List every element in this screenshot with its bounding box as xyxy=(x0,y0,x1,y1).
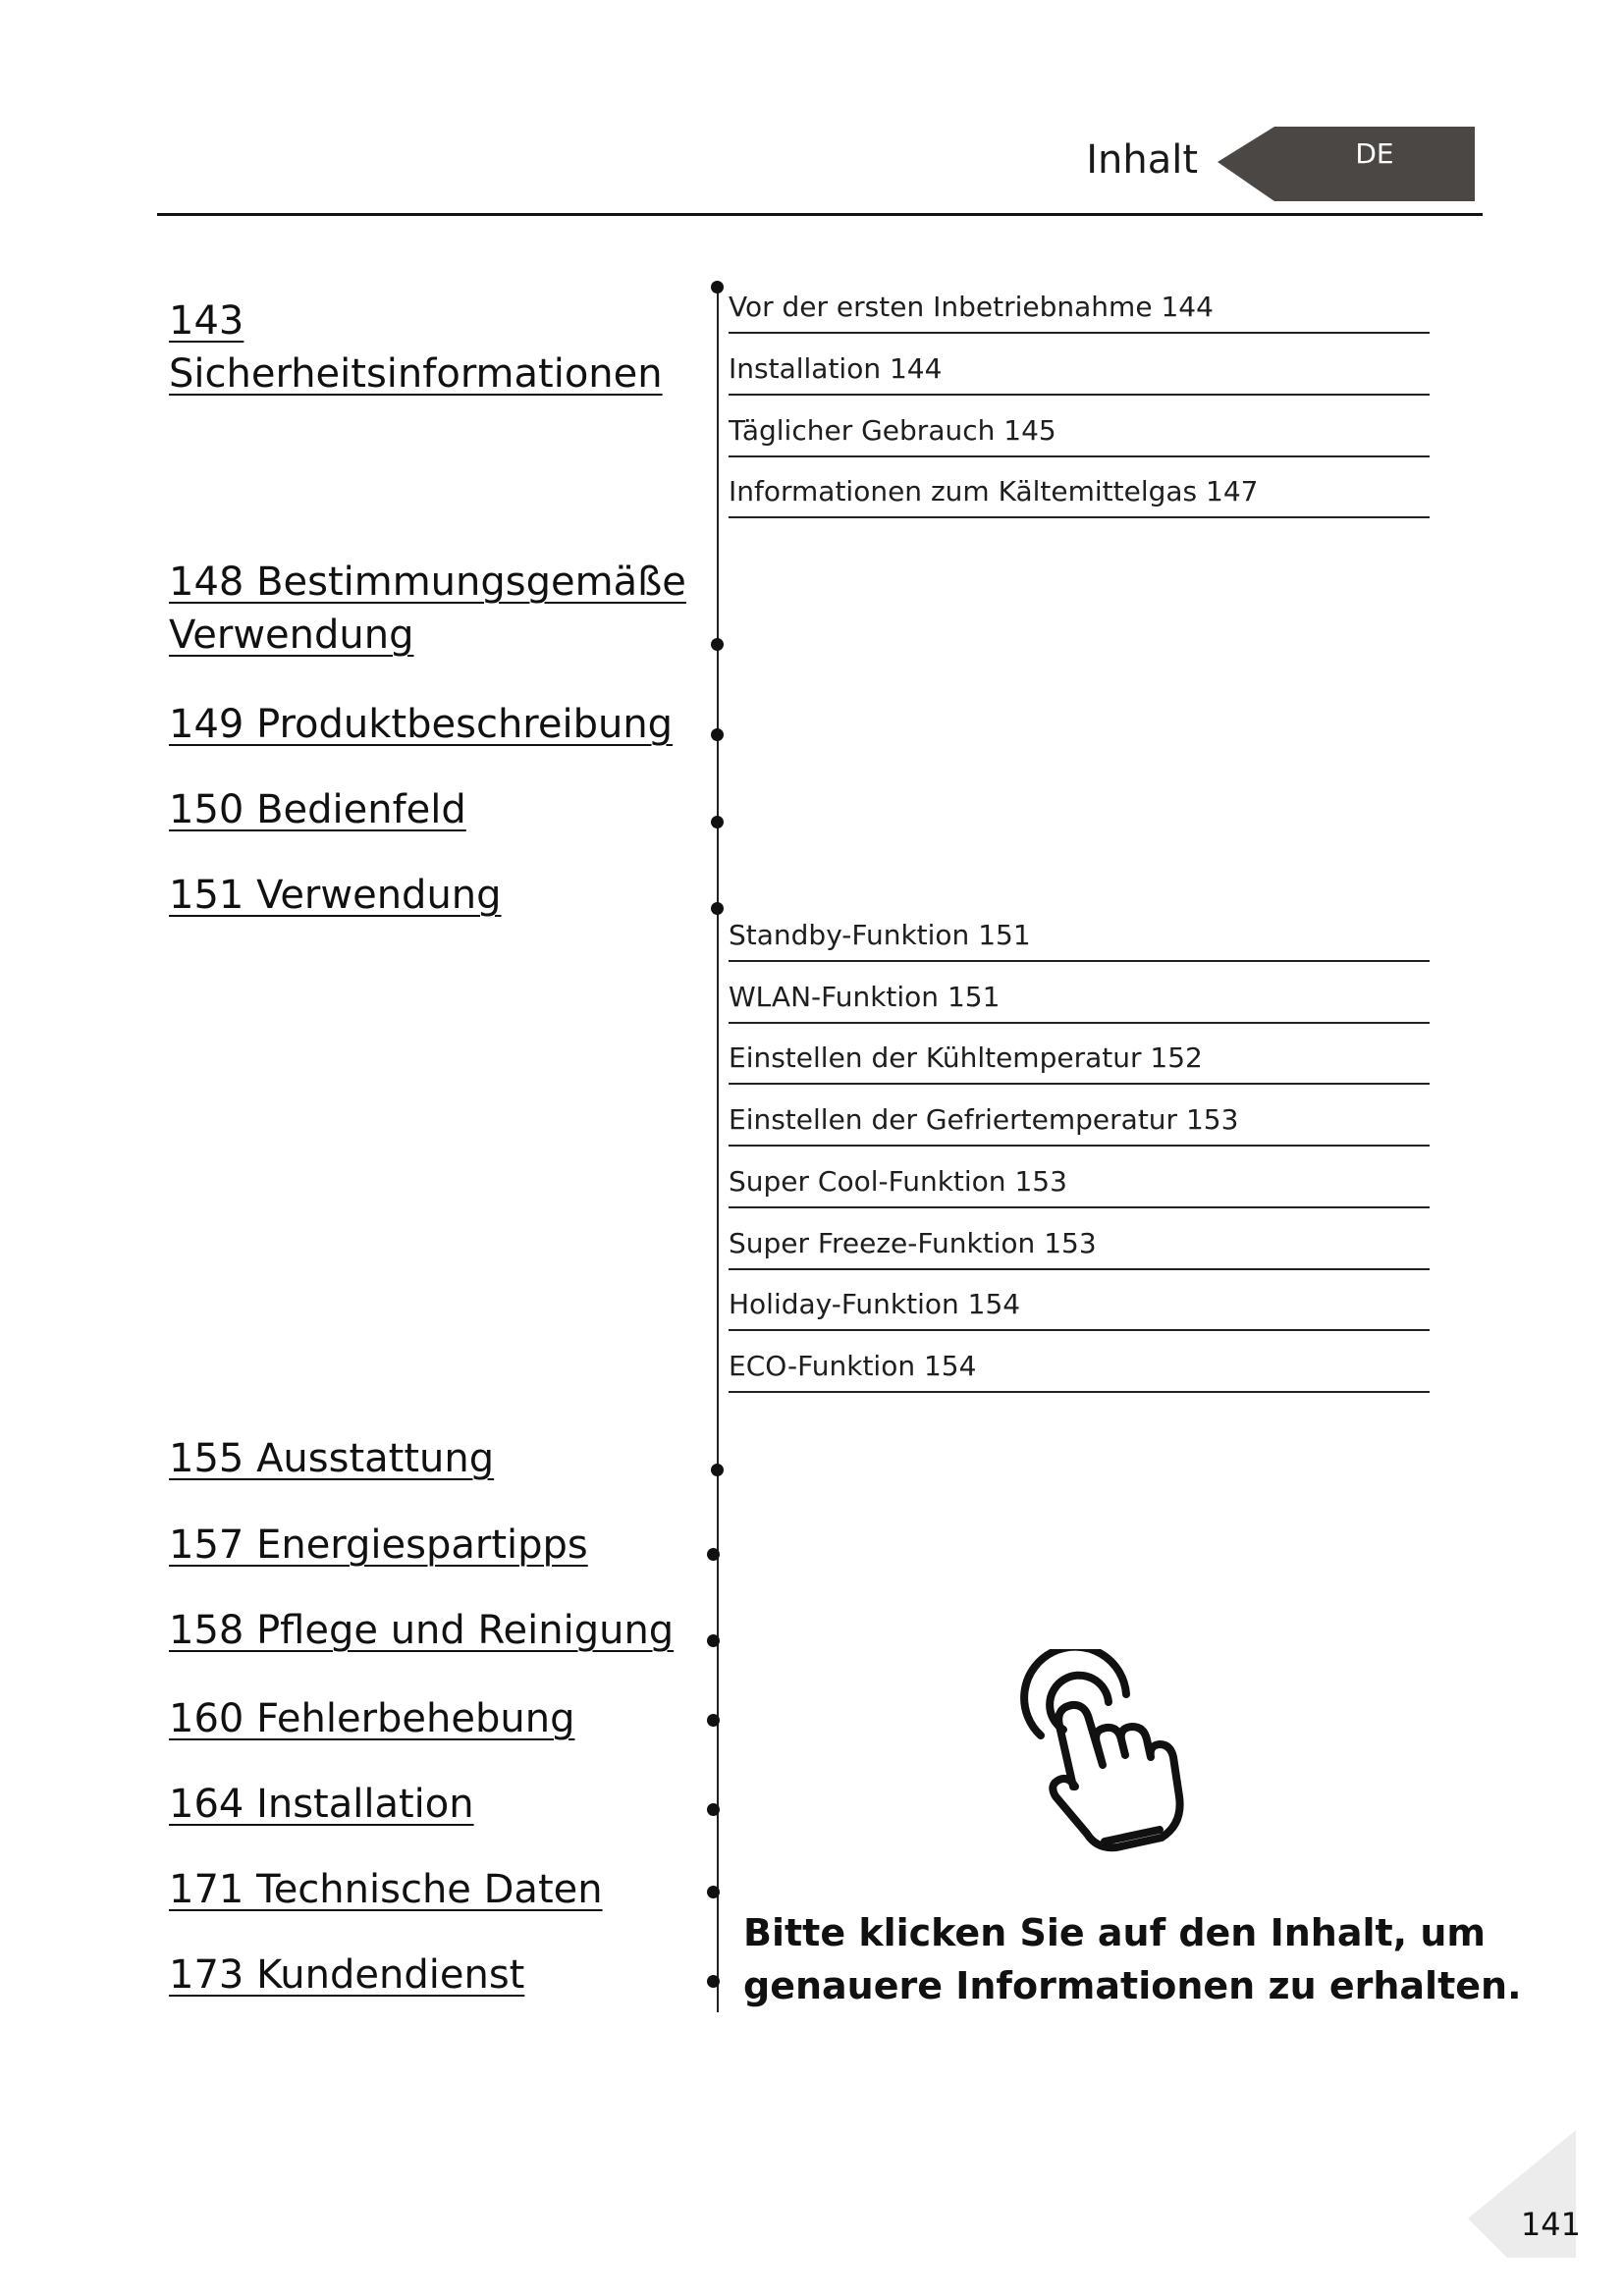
subsection-link[interactable]: Super Cool-Funktion 153 xyxy=(729,1159,1430,1208)
chapter-link-equipment[interactable]: 155 Ausstattung xyxy=(169,1436,495,1481)
chapter-link-safety[interactable]: 143 Sicherheitsinformationen xyxy=(169,298,663,397)
subsection-link[interactable]: Installation 144 xyxy=(729,347,1430,396)
chapter-link-installation[interactable]: 164 Installation xyxy=(169,1782,474,1827)
chapter-link-care-cleaning[interactable]: 158 Pflege und Reinigung xyxy=(169,1608,675,1653)
chapter-link-product-description[interactable]: 149 Produktbeschreibung xyxy=(169,702,674,747)
subsection-link[interactable]: Einstellen der Kühltemperatur 152 xyxy=(729,1036,1430,1085)
timeline-dot xyxy=(711,281,724,294)
subsection-link[interactable]: Informationen zum Kältemittelgas 147 xyxy=(729,469,1430,518)
language-tab xyxy=(1218,125,1478,203)
chapter-link-technical-data[interactable]: 171 Technische Daten xyxy=(169,1867,603,1912)
page-number: 141 xyxy=(1520,2206,1581,2243)
chapter-link-intended-use[interactable]: 148 Bestimmungsgemäße Verwendung xyxy=(169,560,686,658)
language-tab-label: DE xyxy=(1355,137,1394,170)
header-divider xyxy=(157,213,1483,216)
timeline-line xyxy=(717,285,719,2012)
tap-hand-icon xyxy=(1006,1649,1203,1855)
subsection-link[interactable]: Einstellen der Gefriertemperatur 153 xyxy=(729,1097,1430,1147)
chapter-link-control-panel[interactable]: 150 Bedienfeld xyxy=(169,787,466,832)
subsection-link[interactable]: WLAN-Funktion 151 xyxy=(729,975,1430,1024)
subsection-link[interactable]: Super Freeze-Funktion 153 xyxy=(729,1221,1430,1270)
subsection-link[interactable]: Täglicher Gebrauch 145 xyxy=(729,408,1430,457)
page-title: Inhalt xyxy=(1086,137,1198,183)
subsection-link[interactable]: Standby-Funktion 151 xyxy=(729,913,1430,962)
chapter-link-troubleshooting[interactable]: 160 Fehlerbehebung xyxy=(169,1696,575,1741)
subsection-link[interactable]: ECO-Funktion 154 xyxy=(729,1344,1430,1393)
chapter-link-customer-service[interactable]: 173 Kundendienst xyxy=(169,1952,525,1998)
chapter-link-energy-tips[interactable]: 157 Energiespartipps xyxy=(169,1522,588,1568)
subsection-link[interactable]: Holiday-Funktion 154 xyxy=(729,1282,1430,1331)
instruction-note: Bitte klicken Sie auf den Inhalt, um genauere Informationen zu erhalten. xyxy=(743,1911,1522,2007)
subsection-link[interactable]: Vor der ersten Inbetriebnahme 144 xyxy=(729,285,1430,334)
chapter-link-usage[interactable]: 151 Verwendung xyxy=(169,873,502,918)
